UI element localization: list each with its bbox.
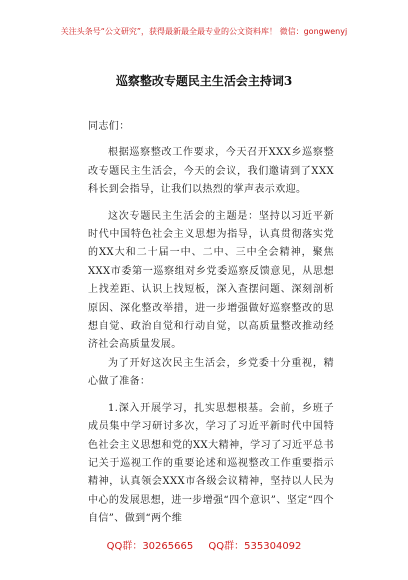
paragraph: 这次专题民主生活会的主题是：坚持以习近平新时代中国特色社会主义思想为指导，认真贯彻落实党的XX大和二十届一中、二中、三中全会精神，聚焦XXX市委第一巡察组对乡党委巡察反馈意见，从思想上找差距、认识上找短板，深入查摆问题、深刻剖析原因、深化整改举措，进一步增强做好巡察整改的思想自觉、政治自觉和行动自觉，以高质量整改推动经济社会高质量发展。	[88, 210, 334, 351]
paragraph: 为了开好这次民主生活会，乡党委十分重视，精心做了准备：	[88, 357, 334, 388]
top-banner: 关注头条号“公文研究”，获得最新最全最专业的公文资料库！ 微信：gongwenyj	[60, 27, 348, 36]
footer-qq-groups: QQ群：30265665 QQ群：535304092	[106, 541, 302, 552]
document-title: 巡察整改专题民主生活会主持词3	[115, 74, 293, 88]
paragraph: 1.深入开展学习，扎实思想根基。会前，乡班子成员集中学习研讨多次，学习了习近平新时代中国特色社会主义思想和党的XX大精神，学习了习近平总书记关于巡视工作的重要论述和巡视整改工作重要指示精神，认真领会XXX市各级会议精神，坚持以人民为中心的发展思想，进一步增强“四个意识”、坚定“四个自信”、做到“两个维	[88, 402, 334, 525]
document-body	[88, 118, 334, 529]
paragraph: 根据巡察整改工作要求，今天召开XXX乡巡察整改专题民主生活会，今天的会议，我们邀请到了XXX科长到会指导，让我们以热烈的掌声表示欢迎。	[88, 147, 334, 196]
salutation: 同志们：	[88, 121, 130, 132]
